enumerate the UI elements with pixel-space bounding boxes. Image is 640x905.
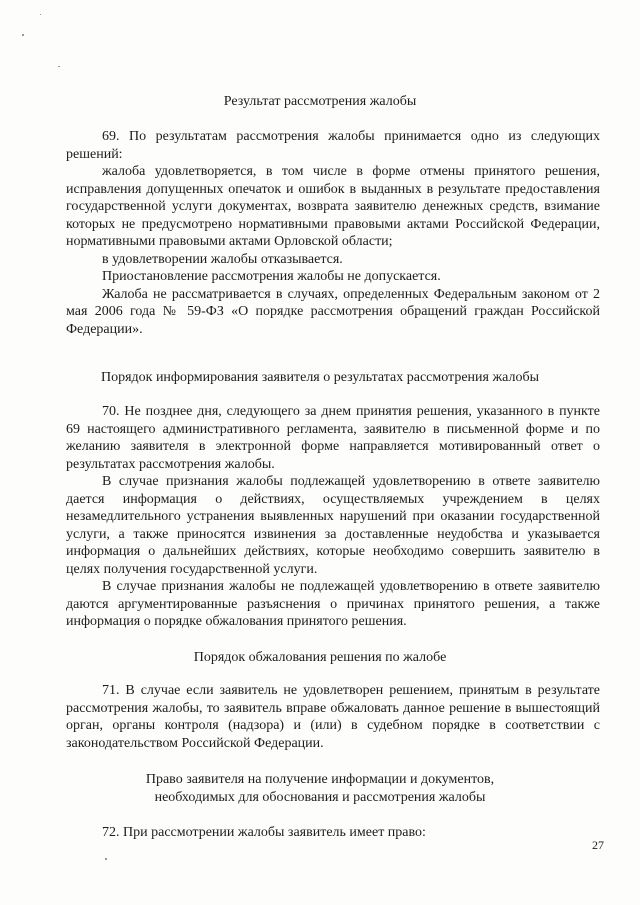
section-body-rights: [66, 824, 600, 842]
section-heading-appeal: Порядок обжалования решения по жалобе: [193, 650, 447, 665]
scan-speck: [58, 66, 60, 67]
paragraph-69-not-considered: Жалоба не рассматривается в случаях, определенных Федеральным законом от 2 мая 2006 года № 59-ФЗ «О порядке рассмотрения обращений граждан Российской Федерации».: [66, 286, 600, 337]
section-heading-rights-line2: необходимых для обоснования и рассмотрения жалобы: [154, 790, 486, 805]
paragraph-70-main: 70. Не позднее дня, следующего за днем принятия решения, указанного в пункте 69 настоящего административного регламента, заявителю в письменной форме и по желанию заявителя в электронной форме направляется мотивированный ответ о результатах рассмотрения жалобы.: [66, 404, 600, 472]
section-body-result: [66, 128, 600, 338]
section-heading-result: Результат рассмотрения жалобы: [223, 94, 417, 109]
scan-speck: [22, 34, 24, 36]
paragraph-70-satisfied: В случае признания жалобы подлежащей удовлетворению в ответе заявителю дается информация о действиях, осуществляемых учреждением в целях незамедлительного устранения выявленных нарушений при оказании государственной услуги, а также приносятся извинения за доставленные неудобства и указывается информация о дальнейших действиях, которые необходимо совершить заявителю в целях получения государственной услуги.: [66, 474, 600, 577]
paragraph-69-suspension: Приостановление рассмотрения жалобы не допускается.: [102, 269, 441, 284]
section-heading-rights-line1: Право заявителя на получение информации и документов,: [145, 772, 495, 787]
page-number: 27: [592, 838, 604, 852]
scan-speck: [105, 858, 107, 860]
paragraph-69-option-refused: в удовлетворении жалобы отказывается.: [102, 251, 343, 267]
paragraph-72: 72. При рассмотрении жалобы заявитель имеет право:: [102, 825, 426, 840]
paragraph-70-rejected: В случае признания жалобы не подлежащей удовлетворению в ответе заявителю даются аргументированные разъяснения о причинах принятого решения, а также информация о порядке обжалования принятого решения.: [66, 579, 600, 629]
section-body-appeal: [66, 682, 600, 752]
scan-speck: [40, 14, 41, 15]
paragraph-69-option-satisfied: жалоба удовлетворяется, в том числе в форме отмены принятого решения, исправления допущенных опечаток и ошибок в выданных в результате предоставления государственной услуги документах, возврата заявителю денежных средств, взимание которых не предусмотрено нормативными правовыми актами Российской Федерации, нормативными правовыми актами Орловской области;: [66, 164, 600, 249]
section-body-informing: [66, 403, 600, 631]
paragraph-71: 71. В случае если заявитель не удовлетворен решением, принятым в результате рассмотрения жалобы, то заявитель вправе обжаловать данное решение в вышестоящий орган, органы контроля (надзора) и (или) в судебном порядке в соответствии с законодательством Российской Федерации.: [66, 683, 600, 751]
paragraph-69-intro: 69. По результатам рассмотрения жалобы принимается одно из следующих решений:: [66, 129, 600, 162]
section-heading-informing: Порядок информирования заявителя о результатах рассмотрения жалобы: [100, 370, 540, 385]
